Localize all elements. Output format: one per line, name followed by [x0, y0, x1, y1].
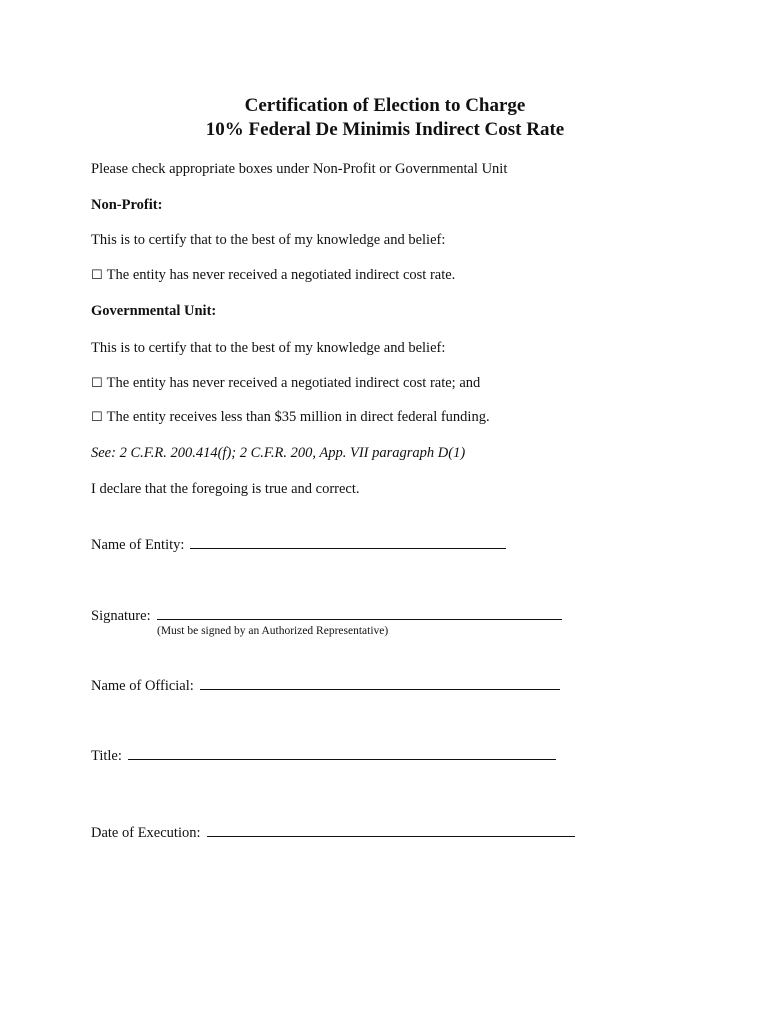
- signature-label: Signature:: [91, 608, 151, 624]
- governmental-item-1-label: The entity has never received a negotiated indirect cost rate; and: [106, 375, 481, 391]
- official-input-line[interactable]: [200, 675, 560, 690]
- signature-note: (Must be signed by an Authorized Representative): [157, 625, 389, 637]
- intro-text: Please check appropriate boxes under Non-Profit or Governmental Unit: [91, 161, 508, 177]
- date-input-line[interactable]: [207, 822, 575, 837]
- governmental-item-1: [91, 374, 480, 393]
- signature-input-line[interactable]: [157, 605, 562, 620]
- nonprofit-heading: Non-Profit:: [91, 197, 163, 213]
- entity-input-line[interactable]: [190, 534, 506, 549]
- governmental-certify-text: This is to certify that to the best of my knowledge and belief:: [91, 340, 446, 356]
- official-label: Name of Official:: [91, 678, 194, 694]
- title-field: [91, 745, 556, 765]
- title-label: Title:: [91, 748, 122, 764]
- entity-field: [91, 534, 506, 554]
- signature-field: [91, 605, 562, 625]
- entity-label: Name of Entity:: [91, 537, 185, 553]
- declaration-text: I declare that the foregoing is true and correct.: [91, 481, 360, 497]
- nonprofit-checkbox-1[interactable]: ☐: [91, 268, 103, 283]
- date-field: [91, 822, 575, 842]
- date-label: Date of Execution:: [91, 825, 201, 841]
- nonprofit-item-1-label: The entity has never received a negotiated indirect cost rate.: [106, 267, 456, 283]
- governmental-heading: Governmental Unit:: [91, 303, 217, 319]
- official-field: [91, 675, 560, 695]
- governmental-checkbox-2[interactable]: ☐: [91, 410, 103, 425]
- document-title-line2: 10% Federal De Minimis Indirect Cost Rate: [205, 119, 565, 140]
- citation-text: See: 2 C.F.R. 200.414(f); 2 C.F.R. 200, App. VII paragraph D(1): [91, 445, 466, 461]
- governmental-item-2-label: The entity receives less than $35 million in direct federal funding.: [106, 409, 490, 425]
- title-input-line[interactable]: [128, 745, 556, 760]
- governmental-item-2: [91, 408, 490, 427]
- governmental-checkbox-1[interactable]: ☐: [91, 376, 103, 391]
- document-title-line1: Certification of Election to Charge: [244, 95, 526, 116]
- nonprofit-certify-text: This is to certify that to the best of my knowledge and belief:: [91, 232, 446, 248]
- nonprofit-item-1: [91, 266, 455, 285]
